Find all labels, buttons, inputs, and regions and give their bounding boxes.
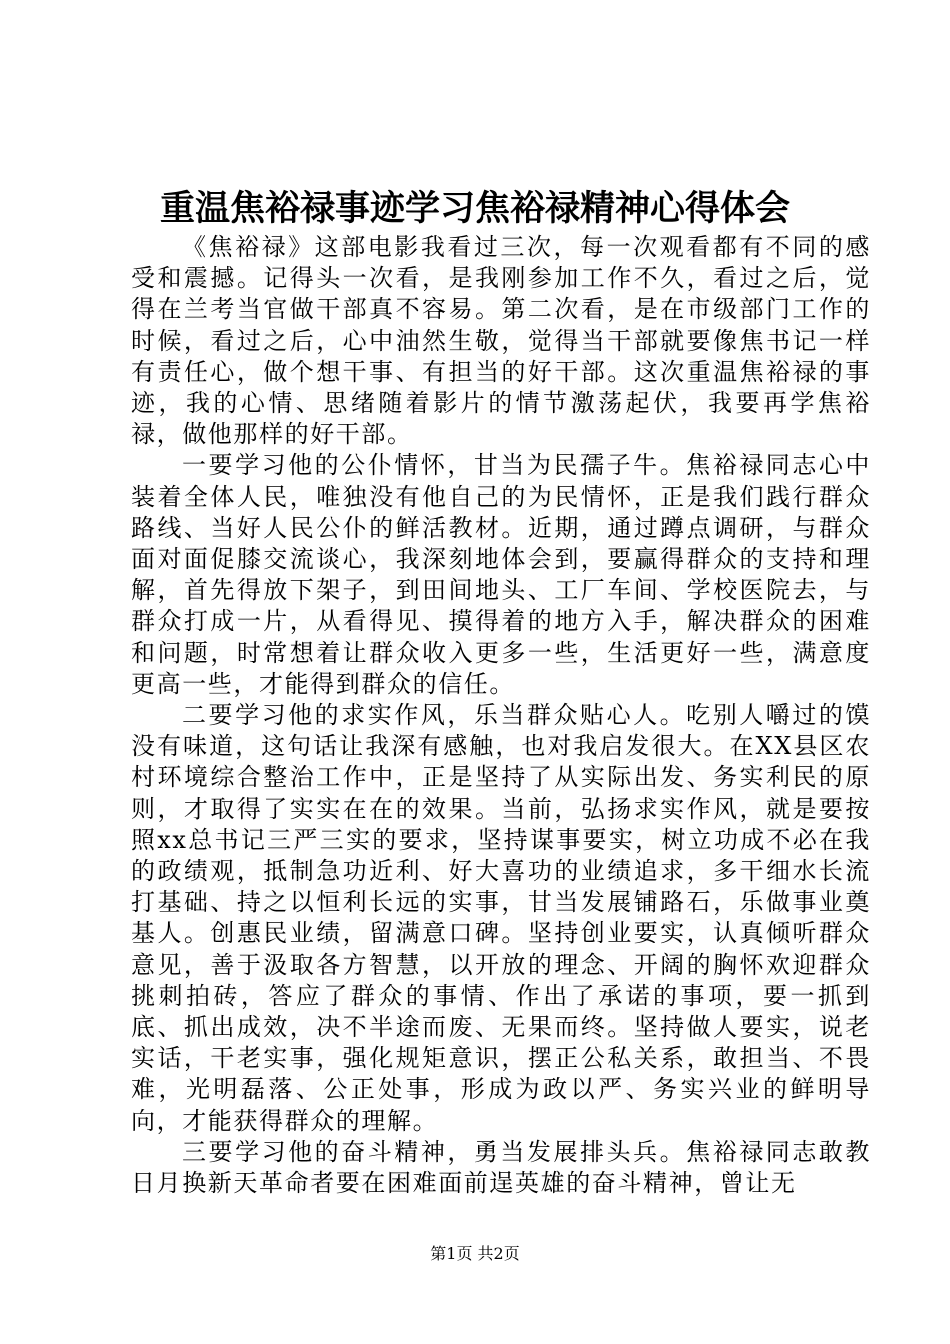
paragraph: 二要学习他的求实作风，乐当群众贴心人。吃别人嚼过的馍没有味道，这句话让我深有感触，也对我启发很大。在XX县区农村环境综合整治工作中，正是坚持了从实际出发、务实利民的原则，才取得了实实在在的效果。当前，弘扬求实作风，就是要按照xx总书记三严三实的要求，坚持谋事要实，树立功成不必在我的政绩观，抵制急功近利、好大喜功的业绩追求，多干细水长流打基础、持之以恒利长远的实事，甘当发展铺路石，乐做事业奠基人。创惠民业绩，留满意口碑。坚持创业要实，认真倾听群众意见，善于汲取各方智慧，以开放的理念、开阔的胸怀欢迎群众挑刺拍砖，答应了群众的事情、作出了承诺的事项，要一抓到底、抓出成效，决不半途而废、无果而终。坚持做人要实，说老实话，干老实事，强化规矩意识，摆正公私关系，敢担当、不畏难，光明磊落、公正处事，形成为政以严、务实兴业的鲜明导向，才能获得群众的理解。 <box>131 701 871 1135</box>
paragraph: 三要学习他的奋斗精神，勇当发展排头兵。焦裕禄同志敢教日月换新天革命者要在困难面前逞英雄的奋斗精神，曾让无 <box>131 1137 871 1198</box>
paragraph: 《焦裕禄》这部电影我看过三次，每一次观看都有不同的感受和震撼。记得头一次看，是我刚参加工作不久，看过之后，觉得在兰考当官做干部真不容易。第二次看，是在市级部门工作的时候，看过之后，心中油然生敬，觉得当干部就要像焦书记一样有责任心，做个想干事、有担当的好干部。这次重温焦裕禄的事迹，我的心情、思绪随着影片的情节激荡起伏，我要再学焦裕禄，做他那样的好干部。 <box>131 233 871 449</box>
page-number-footer: 第1页 共2页 <box>430 1244 520 1263</box>
document-title: 重温焦裕禄事迹学习焦裕禄精神心得体会 <box>159 188 790 229</box>
paragraph: 一要学习他的公仆情怀，甘当为民孺子牛。焦裕禄同志心中装着全体人民，唯独没有他自己的为民情怀，正是我们践行群众路线、当好人民公仆的鲜活教材。近期，通过蹲点调研，与群众面对面促膝交流谈心，我深刻地体会到，要赢得群众的支持和理解，首先得放下架子，到田间地头、工厂车间、学校医院去，与群众打成一片，从看得见、摸得着的地方入手，解决群众的困难和问题，时常想着让群众收入更多一些，生活更好一些，满意度更高一些，才能得到群众的信任。 <box>131 451 871 698</box>
document-body <box>131 232 871 1199</box>
